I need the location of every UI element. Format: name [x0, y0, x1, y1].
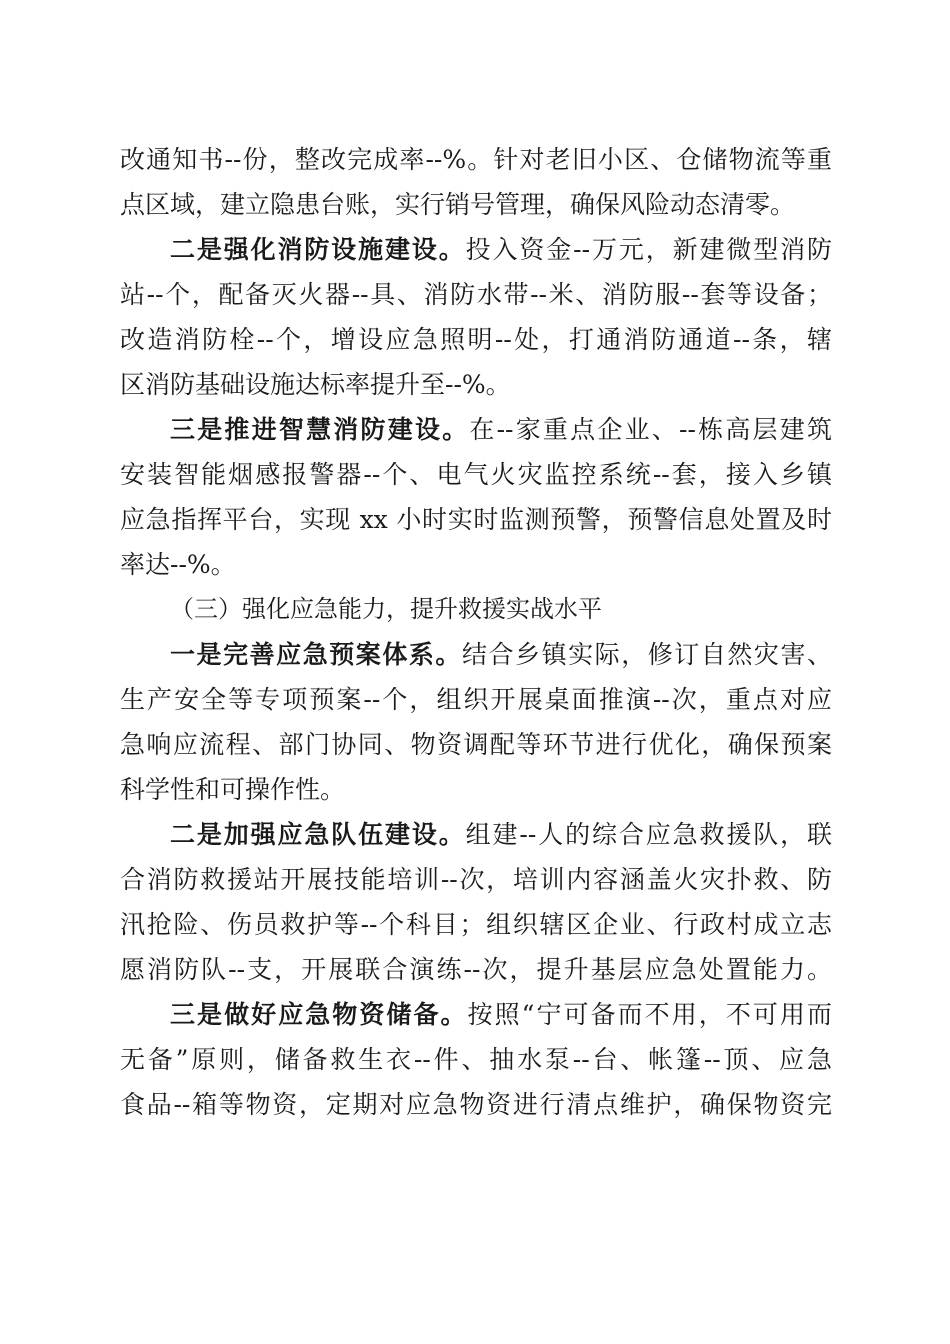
document-body [120, 137, 832, 1127]
paragraph-line: 合消防救援站开展技能培训--次，培训内容涵盖火灾扑救、防 [120, 865, 832, 894]
paragraph-line: 点区域，建立隐患台账，实行销号管理，确保风险动态清零。 [120, 190, 796, 219]
paragraph-first-line [120, 227, 832, 272]
paragraph-line: 无备”原则，储备救生衣--件、抽水泵--台、帐篷--顶、应急 [120, 1045, 832, 1074]
paragraph-line: 急响应流程、部门协同、物资调配等环节进行优化，确保预案 [120, 730, 832, 759]
paragraph-line: 安装智能烟感报警器--个、电气火灾监控系统--套，接入乡镇 [120, 460, 832, 489]
paragraph-line: 站--个，配备灭火器--具、消防水带--米、消防服--套等设备； [120, 280, 832, 309]
paragraph-lead: 三是做好应急物资储备。 [170, 1000, 468, 1029]
paragraph-line: 改通知书--份，整改完成率--%。针对老旧小区、仓储物流等重 [120, 145, 832, 174]
paragraph-line: 改造消防栓--个，增设应急照明--处，打通消防通道--条，辖 [120, 325, 832, 354]
paragraph-first-line [120, 992, 832, 1037]
paragraph-line: 应急指挥平台，实现 xx 小时实时监测预警，预警信息处置及时 [120, 505, 832, 534]
paragraph-lead: 三是推进智慧消防建设。 [170, 415, 470, 444]
paragraph-line: 愿消防队--支，开展联合演练--次，提升基层应急处置能力。 [120, 955, 832, 984]
paragraph-lead: 二是强化消防设施建设。 [170, 235, 466, 264]
paragraph-line: 生产安全等专项预案--个，组织开展桌面推演--次，重点对应 [120, 685, 832, 714]
paragraph-line: 食品--箱等物资，定期对应急物资进行清点维护，确保物资完 [120, 1090, 832, 1119]
paragraph-text: 组建--人的综合应急救援队，联 [465, 820, 832, 849]
paragraph-line: 率达--%。 [120, 550, 236, 579]
paragraph-first-line [120, 812, 832, 857]
paragraph-text: 在--家重点企业、--栋高层建筑 [469, 415, 832, 444]
paragraph-lead: 二是加强应急队伍建设。 [170, 820, 466, 849]
paragraph-text: 结合乡镇实际，修订自然灾害、 [461, 640, 832, 669]
section-heading: （三）强化应急能力，提升救援实战水平 [170, 595, 602, 623]
paragraph-lead: 一是完善应急预案体系。 [170, 640, 462, 669]
paragraph-text: 投入资金--万元，新建微型消防 [465, 235, 832, 264]
paragraph-first-line [120, 632, 832, 677]
paragraph-line: 汛抢险、伤员救护等--个科目；组织辖区企业、行政村成立志 [120, 910, 832, 939]
paragraph-first-line [120, 407, 832, 452]
paragraph-line: 区消防基础设施达标率提升至--%。 [120, 370, 511, 399]
paragraph-text: 按照“宁可备而不用，不可用而 [467, 1000, 832, 1029]
paragraph-line: 科学性和可操作性。 [120, 775, 346, 804]
